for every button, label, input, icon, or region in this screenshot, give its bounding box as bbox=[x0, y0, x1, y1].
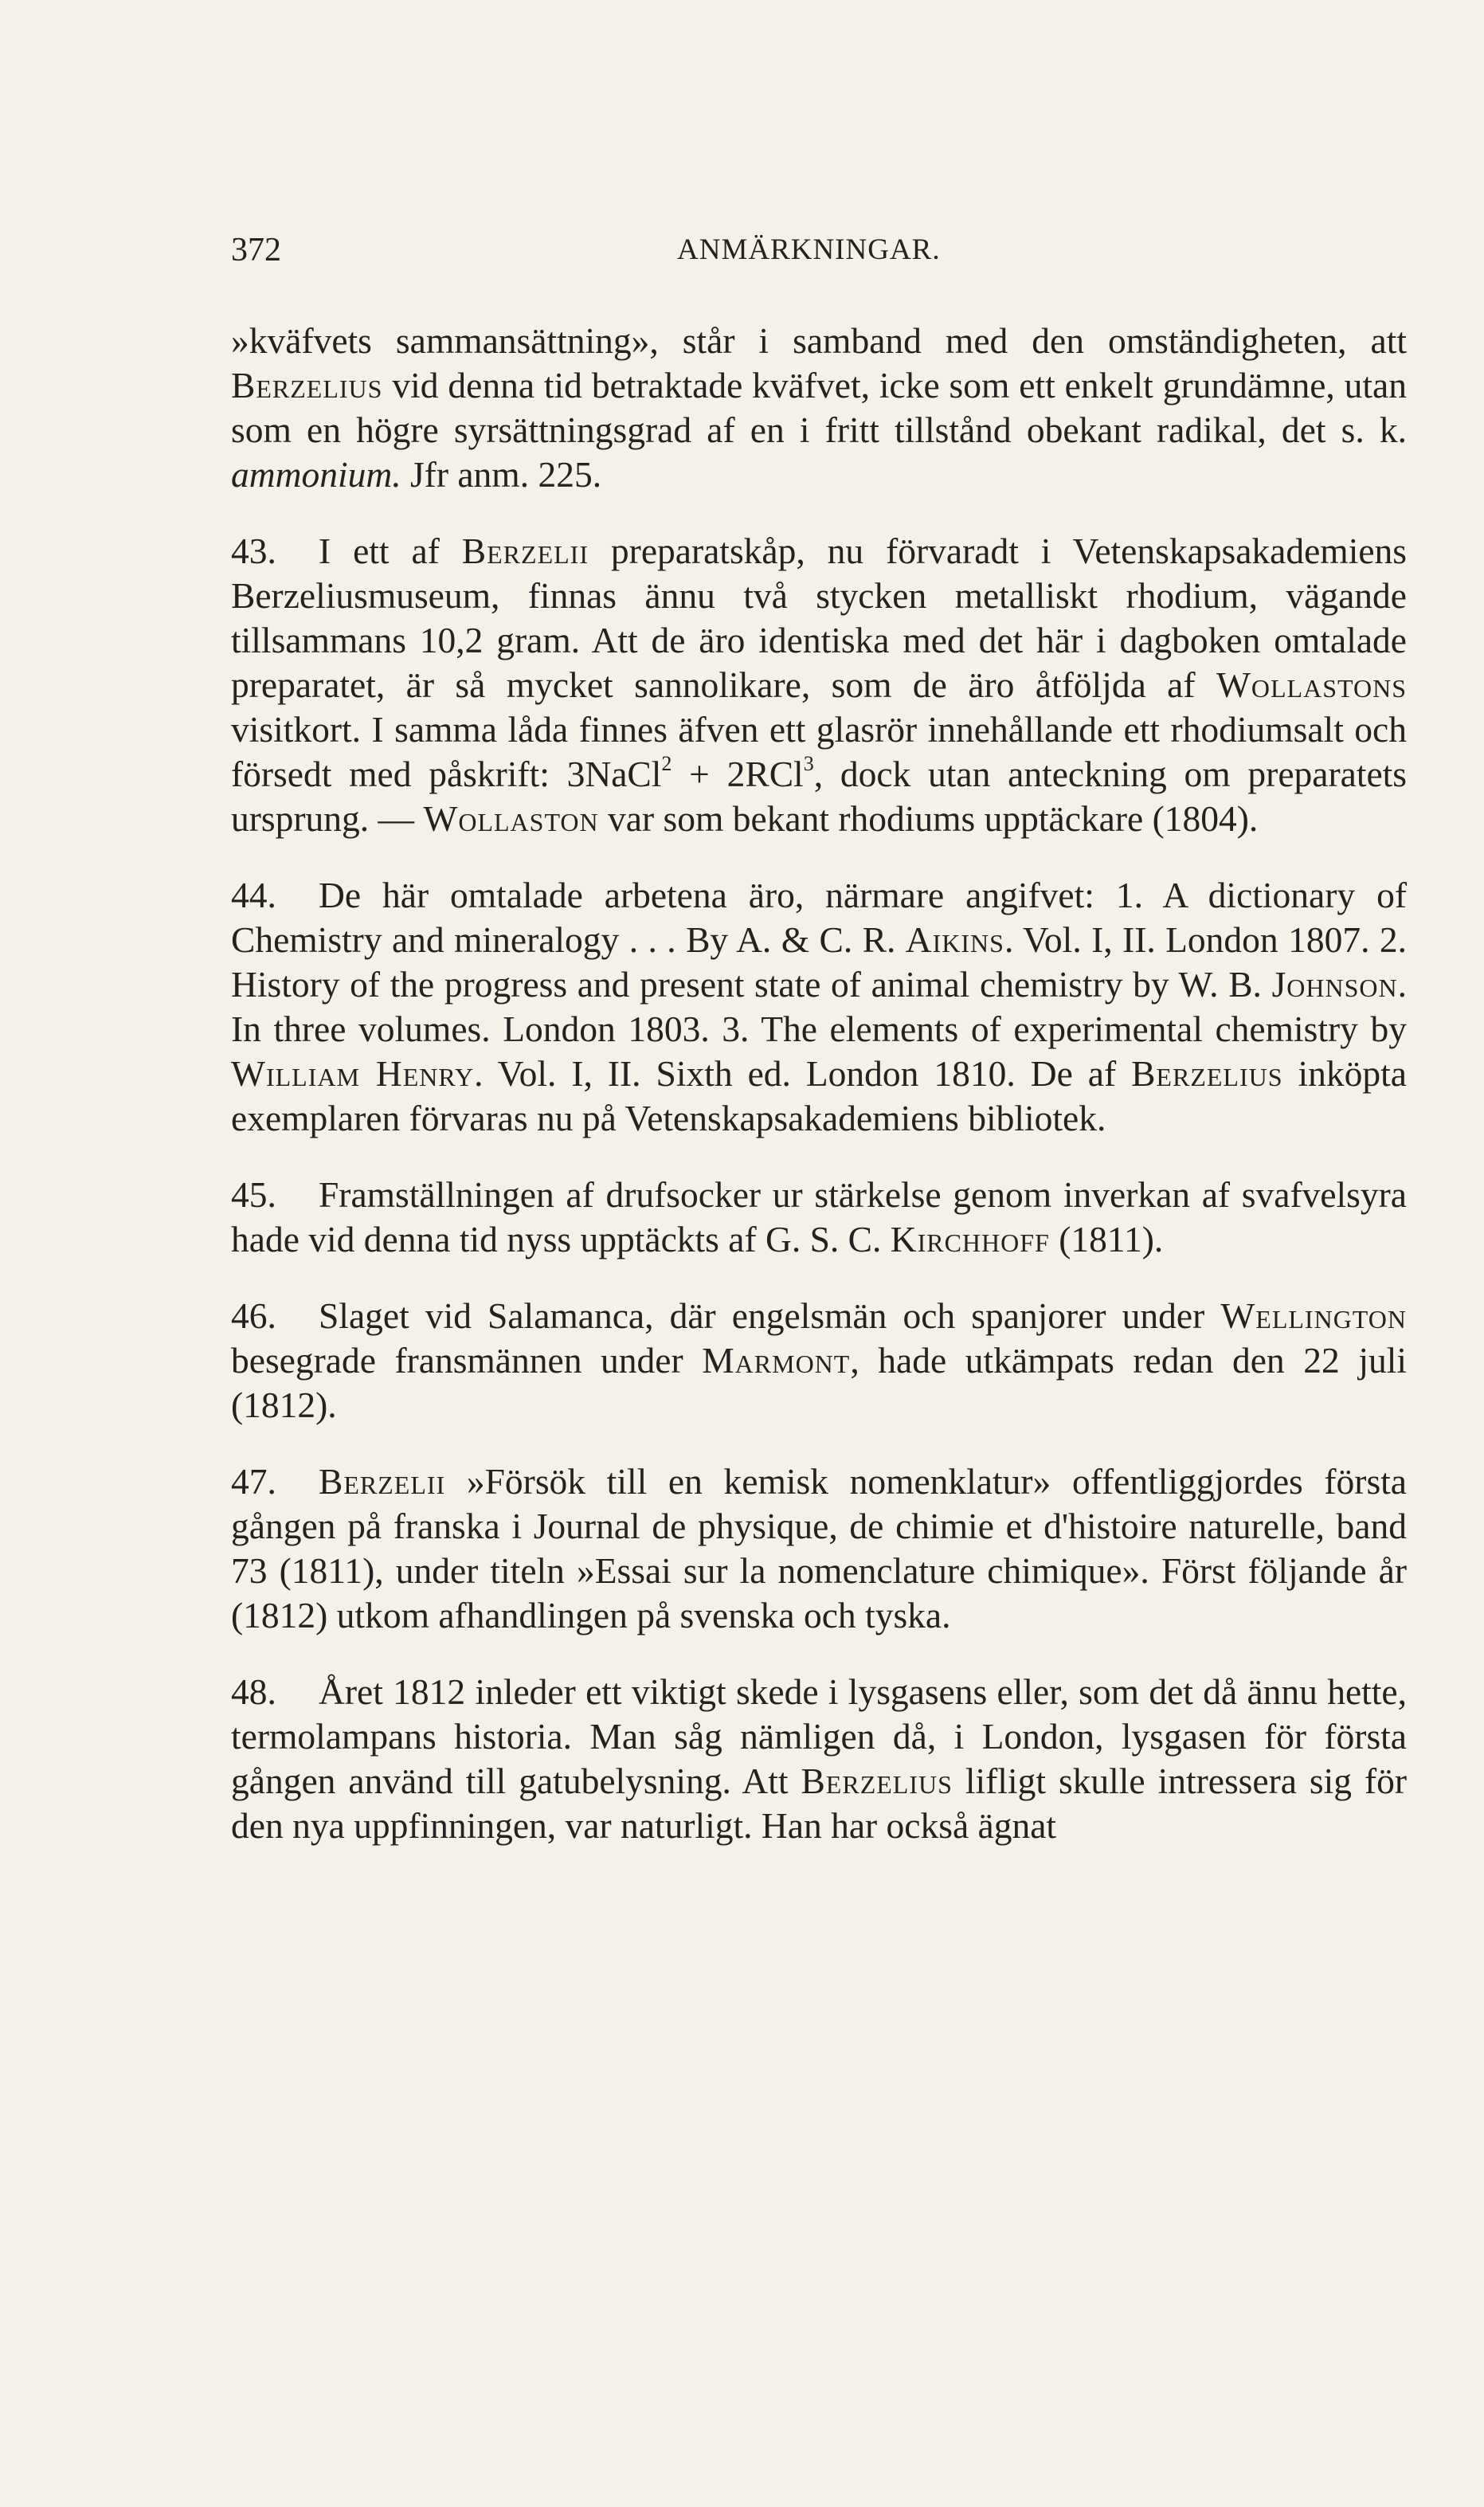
text-run: vid denna tid betraktade kväfvet, icke som ett enkelt grundämne, utan som en högre syrsättningsgrad af en i fritt tillstånd obekant radikal, det s. k. bbox=[231, 365, 1407, 450]
paragraph-note-45 bbox=[231, 1173, 1407, 1262]
text-run: , dock utan anteckning om preparatets ursprung. — bbox=[231, 754, 1407, 839]
superscript: 3 bbox=[803, 751, 814, 775]
note-number: 43. bbox=[231, 531, 276, 571]
person-name: William Henry bbox=[231, 1053, 475, 1094]
paragraph-note-47 bbox=[231, 1459, 1407, 1638]
note-number: 47. bbox=[231, 1461, 276, 1502]
book-page bbox=[231, 231, 1408, 1846]
text-run: . Vol. I, II. London 1807. 2. History of the progress and present state of animal chemistry by W. B. bbox=[231, 919, 1407, 1005]
text-run: De här omtalade arbetena äro, närmare angifvet: 1. A dictionary of Chemistry and mineralogy . . . By A. & C. R. bbox=[231, 875, 1407, 960]
person-name: Berzelii bbox=[319, 1461, 446, 1502]
person-name: Wollastons bbox=[1216, 664, 1407, 705]
text-run: . In three volumes. London 1803. 3. The elements of experimental chemistry by bbox=[231, 964, 1407, 1049]
text-run: inköpta exemplaren förvaras nu på Vetenskapsakademiens bibliotek. bbox=[231, 1053, 1407, 1138]
note-number: 45. bbox=[231, 1174, 276, 1215]
person-name: Berzelius bbox=[801, 1761, 953, 1801]
italic-term: ammonium. bbox=[231, 454, 401, 495]
text-run: lifligt skulle intressera sig för den nya uppfinningen, var naturligt. Han har också ägnat bbox=[231, 1761, 1408, 1846]
person-name: Wellington bbox=[1220, 1295, 1407, 1336]
person-name: Wollaston bbox=[423, 798, 599, 839]
text-run: preparatskåp, nu förvaradt i Vetenskapsakademiens Berzeliusmuseum, finnas ännu två stycken metalliskt rhodium, vägande tillsammans 10,2 gram. Att de äro identiska med det här i dagboken omtalade preparatet, är så mycket sannolikare, som de äro åtföljda af bbox=[231, 531, 1407, 705]
text-run: var som bekant rhodiums upptäckare (1804). bbox=[598, 798, 1259, 839]
text-run: Jfr anm. 225. bbox=[401, 454, 602, 495]
person-name: Berzelii bbox=[461, 531, 589, 571]
text-run: . Vol. I, II. Sixth ed. London 1810. De af bbox=[474, 1053, 1132, 1094]
note-number: 44. bbox=[231, 875, 276, 915]
person-name: Kirchhoff bbox=[890, 1219, 1050, 1259]
text-run: , hade utkämpats redan den 22 juli (1812). bbox=[231, 1340, 1407, 1425]
page-number: 372 bbox=[231, 232, 281, 268]
person-name: Johnson bbox=[1271, 964, 1398, 1005]
text-run: Framställningen af drufsocker ur stärkelse genom inverkan af svafvelsyra hade vid denna tid nyss upptäckts af G. S. C. bbox=[231, 1174, 1407, 1259]
superscript: 2 bbox=[661, 751, 672, 775]
text-run: I ett af bbox=[319, 531, 462, 571]
text-run: + 2RCl bbox=[672, 754, 804, 794]
paragraph-note-43 bbox=[231, 529, 1407, 841]
paragraph-note-48 bbox=[231, 1670, 1407, 1848]
text-run: Slaget vid Salamanca, där engelsmän och spanjorer under bbox=[319, 1295, 1221, 1336]
text-run: (1811). bbox=[1049, 1219, 1164, 1259]
text-run: besegrade fransmännen under bbox=[231, 1340, 703, 1381]
person-name: Berzelius bbox=[231, 365, 383, 405]
text-run: »Försök till en kemisk nomenklatur» offentliggjordes första gången på franska i Journal de physique, de chimie et d'histoire naturelle, band 73 (1811), under titeln »Essai sur la nomenclature chimique». Först följande år (1812) utkom afhandlingen på svenska och tyska. bbox=[231, 1461, 1407, 1635]
text-run: »kväfvets sammansättning», står i samband med den omständigheten, att bbox=[231, 320, 1407, 361]
text-run: visitkort. I samma låda finnes äfven ett glasrör innehållande ett rhodiumsalt och försedt med påskrift: 3NaCl bbox=[231, 709, 1407, 794]
header-title: ANMÄRKNINGAR. bbox=[677, 233, 941, 266]
person-name: Aikins bbox=[905, 919, 1004, 960]
running-head bbox=[231, 231, 1407, 279]
paragraph-note-44 bbox=[231, 873, 1407, 1141]
paragraph-note-46 bbox=[231, 1294, 1407, 1428]
paragraph-note-42-continued bbox=[231, 319, 1407, 497]
person-name: Marmont bbox=[702, 1340, 851, 1381]
text-run: Året 1812 inleder ett viktigt skede i lysgasens eller, som det då ännu hette, termolampans historia. Man såg nämligen då, i London, lysgasen för första gången använd till gatubelysning. Att bbox=[231, 1671, 1407, 1801]
body-text bbox=[231, 319, 1407, 1880]
note-number: 46. bbox=[231, 1295, 276, 1336]
note-number: 48. bbox=[231, 1671, 276, 1712]
person-name: Berzelius bbox=[1131, 1053, 1283, 1094]
